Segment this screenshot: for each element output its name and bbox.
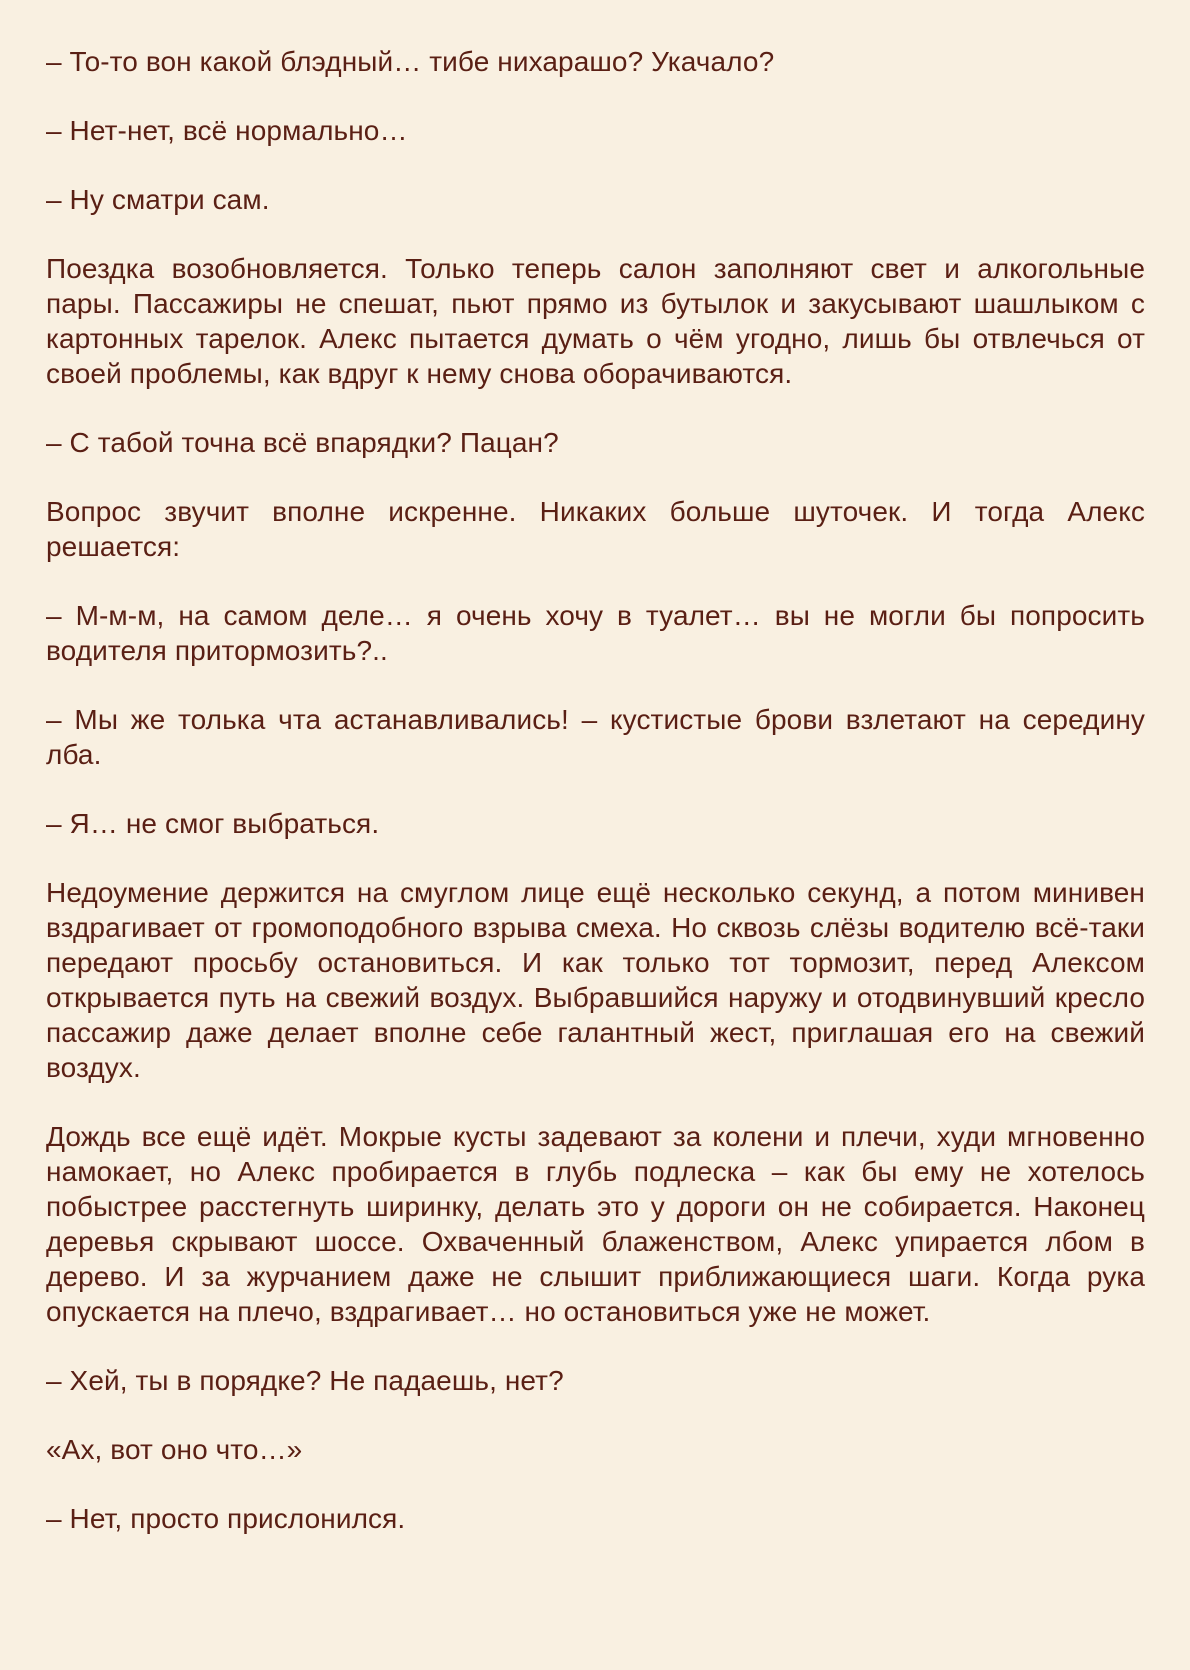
dialogue-line-leaned: – Нет, просто прислонился. [46,1503,406,1534]
narrative-paragraph-rain: Дождь все ещё идёт. Мокрые кусты задевают за колени и плечи, худи мгновенно намокает, но Алекс пробирается в глубь подлеска – как бы ему не хотелось побыстрее расстегнуть ширинку, делать это у дороги он не собирается. Наконец деревья скрывают шоссе. Охваченный блаженством, Алекс упирается лбом в дерево. И за журчанием даже не слышит приближающиеся шаги. Когда рука опускается на плечо, вздрагивает… но остановиться уже не может. [46,1121,1145,1327]
narrative-paragraph-laughter: Недоумение держится на смуглом лице ещё несколько секунд, а потом минивен вздрагивает от громоподобного взрыва смеха. Но сквозь слёзы водителю всё-таки передают просьбу остановиться. И как только тот тормозит, перед Алексом открывается путь на свежий воздух. Выбравшийся наружу и отодвинувший кресло пассажир даже делает вполне себе галантный жест, приглашая его на свежий воздух. [46,877,1145,1083]
thought-line: «Ах, вот оно что…» [46,1434,303,1465]
dialogue-line-okay: – С табой точна всё впарядки? Пацан? [46,427,559,458]
dialogue-line-fine: – Нет-нет, всё нормально… [46,115,408,146]
dialogue-line-hey: – Хей, ты в порядке? Не падаешь, нет? [46,1365,564,1396]
dialogue-line-stopped: – Мы же толька чта астанавливались! – кустистые брови взлетают на середину лба. [46,704,1145,770]
narrative-paragraph-question: Вопрос звучит вполне искренне. Никаких больше шуточек. И тогда Алекс решается: [46,496,1145,562]
dialogue-line-couldnt: – Я… не смог выбраться. [46,808,380,839]
narrative-paragraph-trip: Поездка возобновляется. Только теперь салон заполняют свет и алкогольные пары. Пассажиры не спешат, пьют прямо из бутылок и закусывают шашлыком с картонных тарелок. Алекс пытается думать о чём угодно, лишь бы отвлечься от своей проблемы, как вдруг к нему снова оборачиваются. [46,253,1145,389]
dialogue-line-look: – Ну сматри сам. [46,184,270,215]
dialogue-line-pale: – То-то вон какой блэдный… тибе нихарашо? Укачало? [46,46,775,77]
dialogue-line-toilet: – М-м-м, на самом деле… я очень хочу в туалет… вы не могли бы попросить водителя притормозить?.. [46,600,1145,666]
